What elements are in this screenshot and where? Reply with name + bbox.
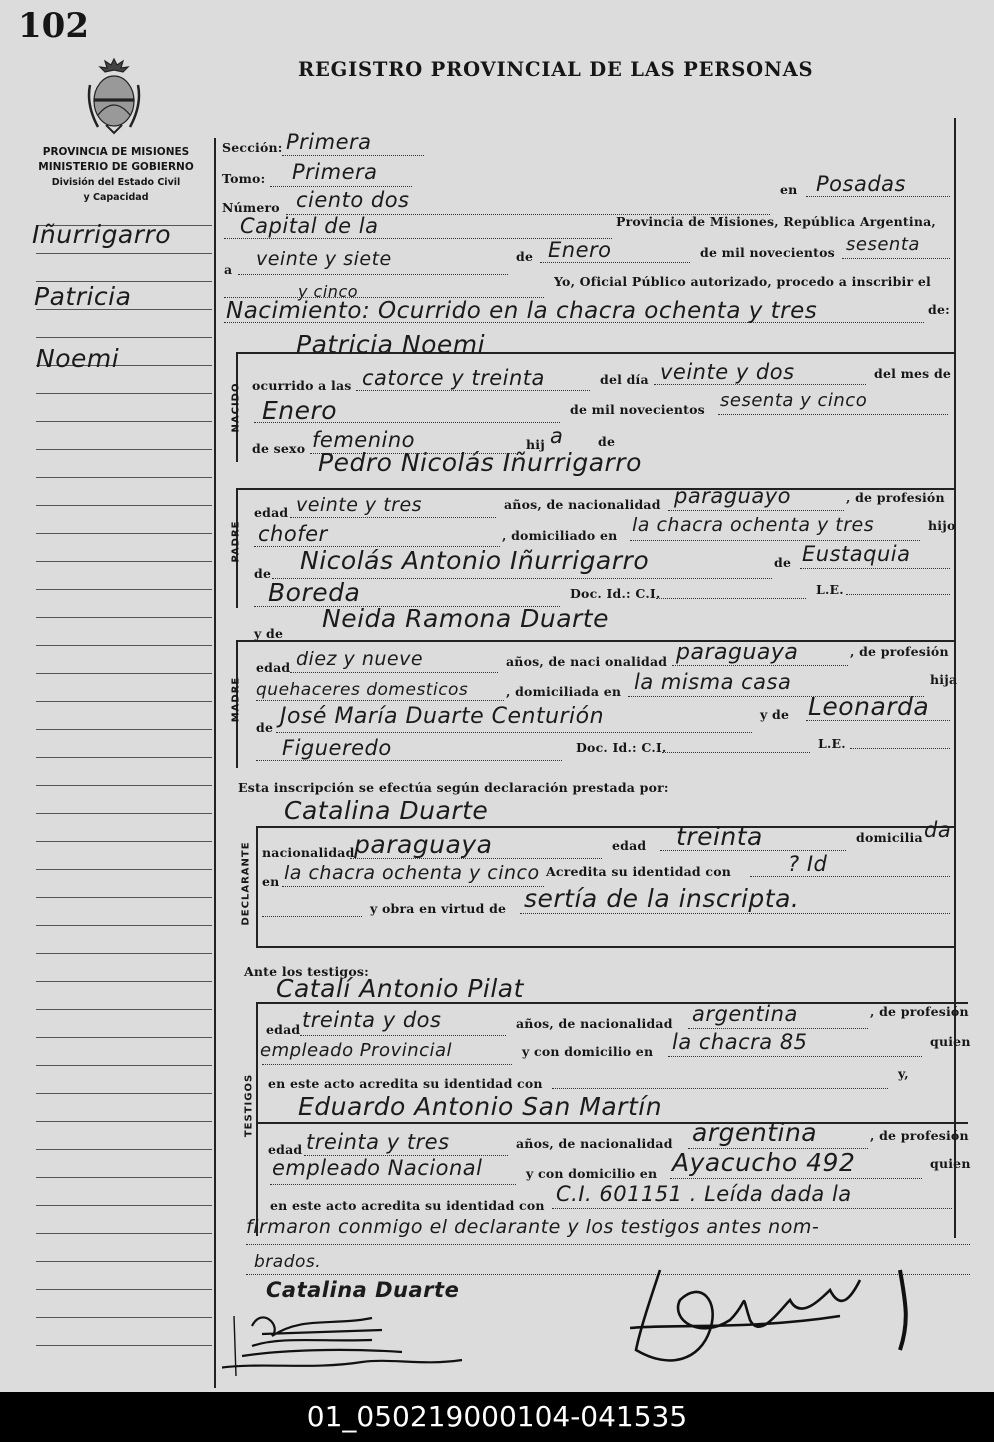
dia-nac-value: veinte y dos	[660, 360, 795, 384]
ante-testigos-label: Ante los testigos:	[244, 964, 369, 979]
testigo2-doc-value: C.I. 601151 . Leída dada la	[556, 1182, 852, 1206]
province-label: PROVINCIA DE MISIONES	[42, 146, 190, 158]
anio-nac-value: sesenta y cinco	[720, 390, 868, 411]
anio-acta-value: sesenta	[846, 234, 920, 255]
left-heading	[20, 145, 212, 205]
padre-le-label: L.E.	[816, 582, 844, 597]
en-label: en	[780, 182, 798, 197]
madre-edad-label: edad	[256, 660, 291, 675]
madre-prof-label: , de profesión	[850, 644, 949, 659]
testigo2-quien-label: quien	[930, 1156, 971, 1171]
page-number: 102	[18, 6, 89, 46]
seccion-label: Sección:	[222, 140, 283, 155]
testigo1-nac-value: argentina	[692, 1002, 798, 1026]
acredita-value: ? Id	[788, 852, 828, 876]
testigos-section-label: TESTIGOS	[243, 1073, 255, 1138]
madre-doc-label: Doc. Id.: C.I.	[576, 740, 667, 755]
madre-le-label: L.E.	[818, 736, 846, 751]
declarante-edad-label: edad	[612, 838, 647, 853]
declarante-dom-value: la chacra ochenta y cinco	[284, 862, 540, 884]
declarante-nac-value: paraguaya	[354, 830, 493, 859]
padre-madre-value: Eustaquia	[802, 542, 911, 566]
ocurrido-label: ocurrido a las	[252, 378, 352, 393]
del-mes-label: del mes de	[874, 366, 952, 381]
testigo1-prof-value: empleado Provincial	[260, 1040, 453, 1061]
testigo2-acredita-label: en este acto acredita su identidad con	[270, 1198, 545, 1213]
madre-edad-value: diez y nueve	[296, 648, 424, 670]
mil-nov-label: de mil novecientos	[570, 402, 705, 417]
de-mes-label: de	[516, 249, 534, 264]
numero-label: Número	[222, 200, 280, 215]
madre-yde2-label: y de	[760, 707, 790, 722]
padre-dom-value: la chacra ochenta y tres	[632, 514, 875, 536]
padre-edad-label: edad	[254, 505, 289, 520]
anio-acta-value-2: y cinco	[298, 282, 359, 301]
declarante-nombre-value: Catalina Duarte	[284, 796, 489, 825]
seccion-value: Primera	[286, 130, 372, 154]
testigo1-quien-label: quien	[930, 1034, 971, 1049]
padre-dom-label: , domiciliado en	[502, 528, 618, 543]
hij-label: hij	[526, 437, 545, 452]
madre-madre-value-2: Figueredo	[282, 736, 392, 760]
testigo1-edad-label: edad	[266, 1022, 301, 1037]
testigo1-dom-value: la chacra 85	[672, 1030, 808, 1054]
padre-prof-value: chofer	[258, 522, 328, 546]
declarante-domicilia-label: domicilia	[856, 830, 923, 845]
madre-section-label: MADRE	[230, 676, 242, 723]
tomo-value: Primera	[292, 160, 378, 184]
padre-padre-value: Nicolás Antonio Iñurrigarro	[300, 546, 650, 575]
yo-label: Yo, Oficial Público autorizado, procedo a inscribir el	[554, 274, 931, 289]
mil-novecientos-label: de mil novecientos	[700, 245, 835, 260]
madre-de-label: de	[256, 720, 274, 735]
cierre-linea-1: firmaron conmigo el declarante y los testigos antes nom-	[246, 1216, 820, 1238]
testigo2-dom-label: y con domicilio en	[526, 1166, 658, 1181]
madre-madre-value: Leonarda	[808, 692, 930, 721]
capital-value: Capital de la	[240, 214, 379, 238]
testigo1-dom-label: y con domicilio en	[522, 1044, 654, 1059]
madre-hija-label: hija	[930, 672, 958, 687]
madre-dom-value: la misma casa	[634, 670, 792, 694]
padre-de-label: de	[254, 566, 272, 581]
testigo1-y-label: y,	[898, 1066, 909, 1081]
padre-nombre-value: Pedro Nicolás Iñurrigarro	[318, 448, 642, 477]
padre-nac-value: paraguayo	[674, 484, 791, 508]
testigo1-edad-value: treinta y dos	[302, 1008, 442, 1032]
testigo1-nombre-value: Catalí Antonio Pilat	[276, 974, 524, 1003]
provincia-label: Provincia de Misiones, República Argentina,	[616, 214, 936, 229]
oficial-signature-icon	[630, 1260, 930, 1380]
padre-doc-label: Doc. Id.: C.I.	[570, 586, 661, 601]
padre-section-label: PADRE	[230, 520, 242, 563]
madre-nac-label: años, de naci onalidad	[506, 654, 668, 669]
declarante-nac-label: nacionalidad	[262, 845, 355, 860]
padre-de2-label: de	[774, 555, 792, 570]
margin-surname: Iñurrigarro	[32, 220, 172, 249]
testigo2-nac-value: argentina	[692, 1118, 818, 1147]
inscripcion-label: Esta inscripción se efectúa según declaración prestada por:	[238, 780, 669, 795]
de-colon-label: de:	[928, 302, 950, 317]
division-label: División del Estado Civil	[51, 177, 181, 188]
testigo2-prof-value: empleado Nacional	[272, 1156, 483, 1180]
testigo1-acredita-label: en este acto acredita su identidad con	[268, 1076, 543, 1091]
sexo-value: femenino	[312, 428, 415, 452]
padre-nac-label: años, de nacionalidad	[504, 497, 661, 512]
testigo2-dom-value: Ayacucho 492	[672, 1148, 856, 1177]
tipo-acta-value: Nacimiento: Ocurrido en la chacra ochenta y tres	[226, 298, 818, 324]
coat-of-arms-icon	[84, 55, 144, 137]
madre-padre-value: José María Duarte Centurión	[280, 704, 605, 729]
mes-nac-value: Enero	[262, 396, 338, 425]
testigo2-prof-label: , de profesión	[870, 1128, 969, 1143]
de-padres-label: de	[598, 434, 616, 449]
nacido-section-label: NACIDO	[230, 382, 242, 433]
declarante-domicilia-value: da	[924, 818, 952, 842]
testigo2-nac-label: años, de nacionalidad	[516, 1136, 673, 1151]
padre-edad-value: veinte y tres	[296, 494, 423, 516]
firma-declarante: Catalina Duarte	[266, 1278, 460, 1302]
ministry-label: MINISTERIO DE GOBIERNO	[38, 161, 194, 173]
padre-madre-value-2: Boreda	[268, 578, 361, 607]
testigo2-nombre-value: Eduardo Antonio San Martín	[298, 1092, 663, 1121]
cierre-linea-2: brados.	[254, 1252, 322, 1272]
virtud-value: sertía de la inscripta.	[524, 884, 800, 913]
sexo-label: de sexo	[252, 441, 306, 456]
hora-value: catorce y treinta	[362, 366, 545, 390]
testigo1-prof-label: , de profesión	[870, 1004, 969, 1019]
testigo2-edad-value: treinta y tres	[306, 1130, 450, 1154]
margin-name-1: Patricia	[34, 282, 132, 311]
declarante-section-label: DECLARANTE	[240, 841, 252, 926]
testigos-signatures-icon	[222, 1296, 482, 1386]
numero-value: ciento dos	[296, 188, 410, 212]
hij-value: a	[550, 424, 564, 448]
a-label: a	[224, 262, 233, 277]
mes-acta-value: Enero	[548, 238, 612, 262]
testigo2-edad-label: edad	[268, 1142, 303, 1157]
madre-dom-label: , domiciliada en	[506, 684, 622, 699]
obra-label: y obra en virtud de	[370, 901, 507, 916]
dia-acta-value: veinte y siete	[256, 248, 392, 270]
tomo-label: Tomo:	[222, 171, 266, 186]
declarante-en-label: en	[262, 874, 280, 889]
padre-prof-label: , de profesión	[846, 490, 945, 505]
margin-divider	[214, 138, 216, 1388]
margin-name-2: Noemi	[36, 344, 120, 373]
madre-nombre-value: Neida Ramona Duarte	[322, 604, 609, 633]
del-dia-label: del día	[600, 372, 649, 387]
madre-yde-label: y de	[254, 626, 284, 641]
testigo1-nac-label: años, de nacionalidad	[516, 1016, 673, 1031]
ciudad-value: Posadas	[816, 172, 906, 196]
madre-prof-value: quehaceres domesticos	[256, 680, 469, 700]
document-title: REGISTRO PROVINCIAL DE LAS PERSONAS	[298, 58, 814, 81]
declarante-edad-value: treinta	[676, 822, 763, 851]
footer-code: 01_050219000104-041535	[0, 1392, 994, 1442]
madre-nac-value: paraguaya	[676, 640, 799, 665]
padre-hijo-label: hijo	[928, 518, 956, 533]
nombre-nacido-value: Patricia Noemi	[296, 330, 486, 359]
acredita-label: Acredita su identidad con	[546, 864, 732, 879]
division-label-2: y Capacidad	[83, 192, 149, 203]
